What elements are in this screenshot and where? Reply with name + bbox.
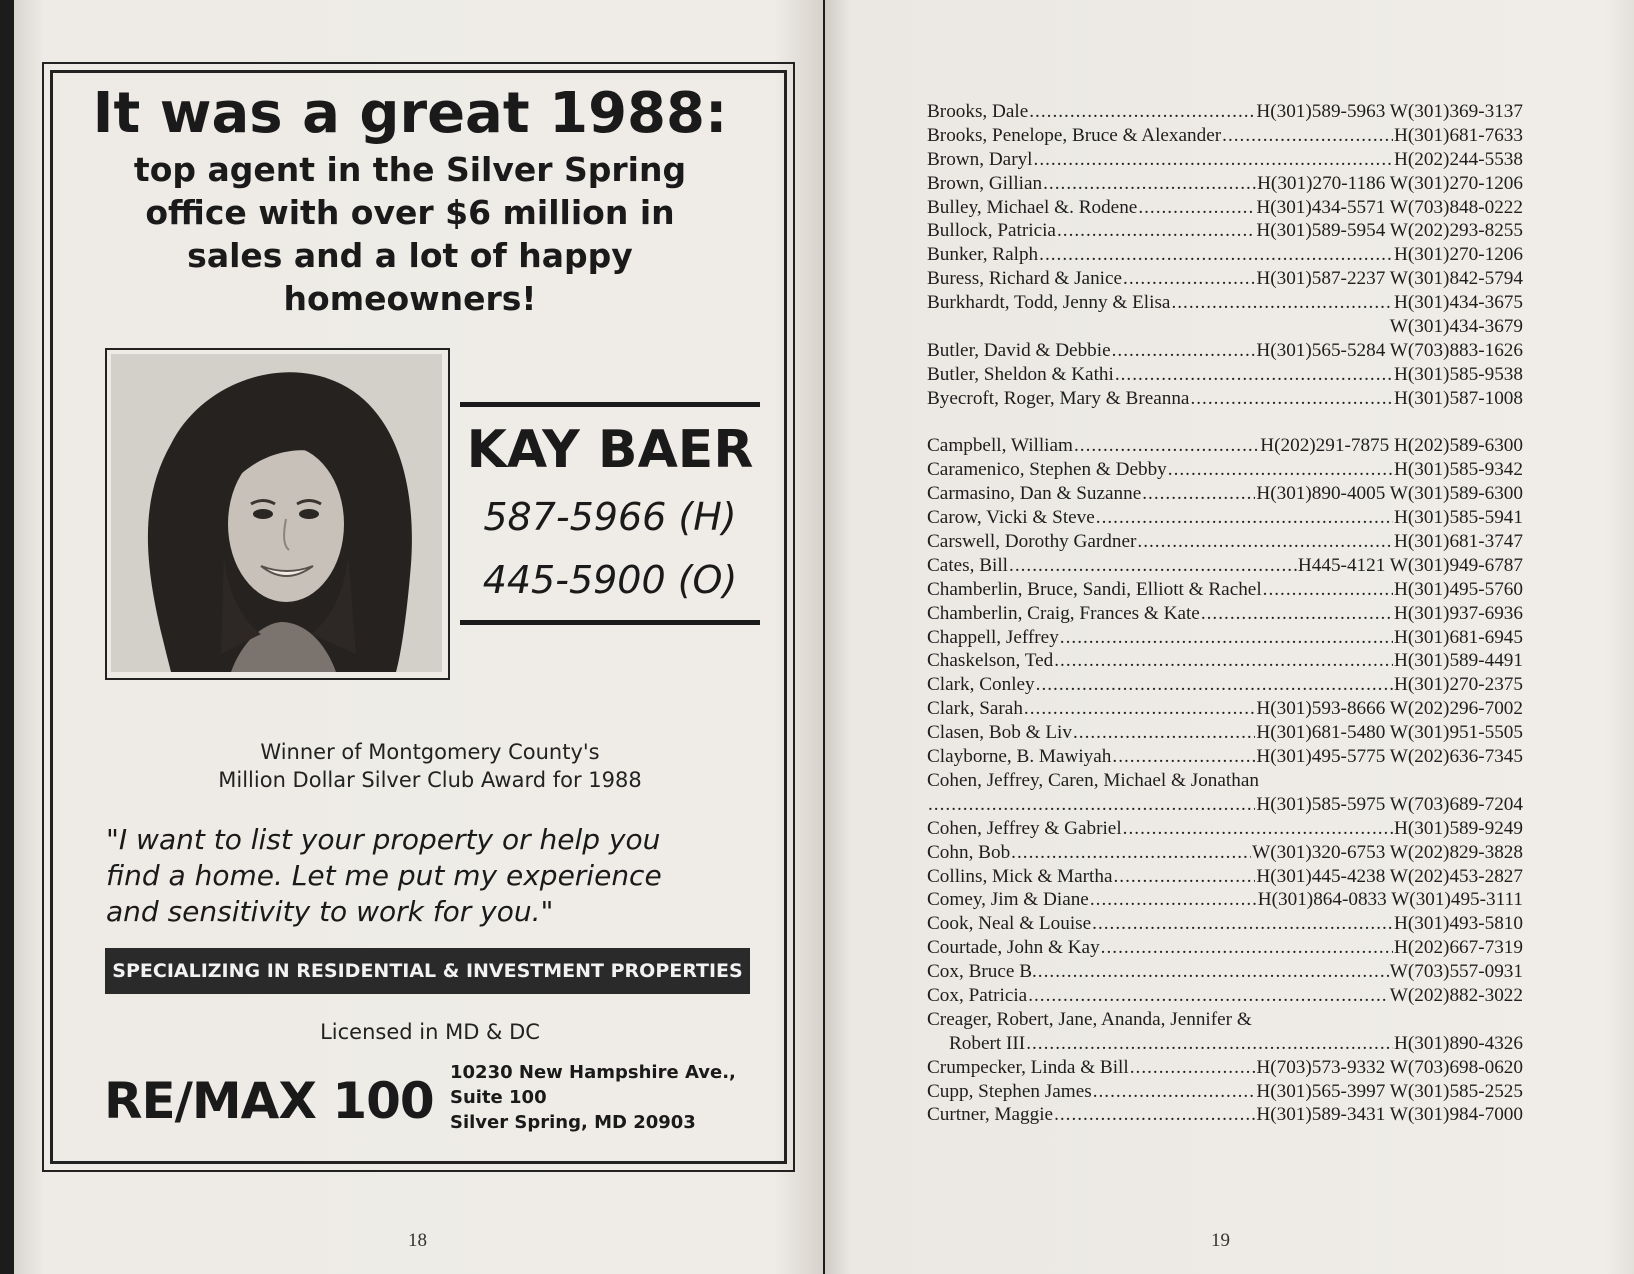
- award-line: Winner of Montgomery County's: [260, 740, 600, 764]
- entry-phones: H(301)587-1008: [1394, 387, 1523, 409]
- entry-name: Caramenico, Stephen & Debby: [927, 459, 1167, 481]
- quote-line: and sensitivity to work for you.": [106, 895, 554, 928]
- entry-name: Cohen, Jeffrey & Gabriel: [927, 817, 1122, 839]
- directory-entry: [927, 649, 1523, 673]
- portrait-illustration: [111, 354, 442, 672]
- dot-leader: [1142, 482, 1255, 506]
- directory-entry: [927, 984, 1523, 1008]
- directory-entry: [927, 1103, 1523, 1127]
- headline-line: office with over $6 million in: [145, 193, 675, 232]
- entry-phones: H(301)270-2375: [1394, 674, 1523, 696]
- headline-line: sales and a lot of happy: [187, 236, 633, 275]
- dot-leader: [1222, 124, 1393, 148]
- directory-entry: [927, 124, 1523, 148]
- entry-name: Chamberlin, Craig, Frances & Kate: [927, 602, 1200, 624]
- entry-name: Buress, Richard & Janice: [927, 268, 1123, 290]
- entry-phones: H(301)565-5284 W(703)883-1626: [1256, 339, 1523, 361]
- entry-phones: H(301)890-4326: [1394, 1032, 1523, 1054]
- entry-phones: H(202)291-7875 H(202)589-6300: [1260, 435, 1523, 457]
- directory-entry: [927, 602, 1523, 626]
- entry-name: Cook, Neal & Louise: [927, 913, 1092, 935]
- entry-phones: H(301)587-2237 W(301)842-5794: [1256, 268, 1523, 290]
- entry-phones: H(301)890-4005 W(301)589-6300: [1256, 483, 1523, 505]
- entry-name: Carow, Vicki & Steve: [927, 507, 1095, 529]
- dot-leader: [1057, 219, 1255, 243]
- dot-leader: [1060, 626, 1393, 650]
- award-text: [120, 738, 740, 794]
- directory-entry: [927, 458, 1523, 482]
- entry-name: Brown, Gillian: [927, 172, 1043, 194]
- entry-phones: H445-4121 W(301)949-6787: [1297, 554, 1523, 576]
- entry-name: Chappell, Jeffrey: [927, 626, 1059, 648]
- entry-name: Campbell, William: [927, 435, 1073, 457]
- dot-leader: [1168, 458, 1393, 482]
- entry-name: Cox, Bruce B.: [927, 961, 1037, 983]
- dot-leader: [1112, 339, 1256, 363]
- entry-name: Robert III: [949, 1032, 1026, 1054]
- dot-leader: [1028, 984, 1389, 1008]
- directory-entry: [927, 482, 1523, 506]
- directory-entry: [927, 172, 1523, 196]
- entry-phones: W(202)882-3022: [1389, 984, 1523, 1006]
- directory-entry: [927, 291, 1523, 315]
- dot-leader: [1039, 243, 1393, 267]
- page-number-left: 18: [408, 1230, 427, 1251]
- directory-entry: [927, 100, 1523, 124]
- entry-phones: H(301)585-5975 W(703)689-7204: [1256, 793, 1523, 815]
- entry-phones: H(301)495-5775 W(202)636-7345: [1256, 746, 1523, 768]
- entry-phones: H(703)573-9332 W(703)698-0620: [1256, 1056, 1523, 1078]
- dot-leader: [1115, 363, 1393, 387]
- dot-leader: [1201, 602, 1393, 626]
- award-line: Million Dollar Silver Club Award for 1988: [218, 768, 642, 792]
- entry-phones: H(301)585-9342: [1394, 459, 1523, 481]
- entry-phones: H(202)667-7319: [1394, 937, 1523, 959]
- directory-entry: [927, 148, 1523, 172]
- directory-entry: [927, 673, 1523, 697]
- entry-phones: H(301)937-6936: [1394, 602, 1523, 624]
- directory-entry: [927, 578, 1523, 602]
- entry-name: Courtade, John & Kay: [927, 937, 1100, 959]
- entry-name: Clark, Conley: [927, 674, 1035, 696]
- entry-name: Cohn, Bob: [927, 841, 1011, 863]
- specialty-banner: SPECIALIZING IN RESIDENTIAL & INVESTMENT PROPERTIES: [105, 948, 750, 994]
- entry-name: Carmasino, Dan & Suzanne: [927, 483, 1142, 505]
- entry-name: Cates, Bill: [927, 554, 1009, 576]
- entry-phones: H(301)864-0833 W(301)495-3111: [1257, 889, 1523, 911]
- directory-entry: [927, 219, 1523, 243]
- dot-leader: [1101, 936, 1393, 960]
- directory-listing: [927, 100, 1523, 1127]
- entry-name: Chamberlin, Bruce, Sandi, Elliott & Rachel: [927, 578, 1262, 600]
- dot-leader: [1093, 1080, 1256, 1104]
- directory-entry: [927, 936, 1523, 960]
- agent-portrait: [111, 354, 442, 672]
- license-text: Licensed in MD & DC: [320, 1020, 540, 1044]
- entry-name: Curtner, Maggie: [927, 1104, 1054, 1126]
- directory-entry: [927, 697, 1523, 721]
- dot-leader: [1090, 888, 1257, 912]
- entry-phones: H(301)565-3997 W(301)585-2525: [1256, 1080, 1523, 1102]
- directory-entry: [927, 841, 1523, 865]
- brokerage-logo: RE/MAX 100: [104, 1072, 434, 1130]
- agent-quote: [106, 822, 786, 930]
- entry-name: Brown, Daryl: [927, 148, 1033, 170]
- ad-headline: [60, 80, 760, 320]
- entry-phones: W(301)434-3679: [1389, 316, 1523, 338]
- quote-line: find a home. Let me put my experience: [106, 859, 662, 892]
- dot-leader: [1034, 148, 1394, 172]
- address-line: Suite 100: [450, 1087, 547, 1108]
- entry-phones: W(703)557-0931: [1389, 961, 1523, 983]
- entry-name: Butler, David & Debbie: [927, 339, 1111, 361]
- directory-entry: [927, 267, 1523, 291]
- entry-name: Comey, Jim & Diane: [927, 889, 1089, 911]
- dot-leader: [1054, 649, 1393, 673]
- directory-entry: [927, 387, 1523, 411]
- entry-name: Cohen, Jeffrey, Caren, Michael & Jonathan: [927, 769, 1259, 791]
- directory-entry: [927, 769, 1523, 793]
- top-rule: [460, 402, 760, 407]
- entry-phones: W(301)320-6753 W(202)829-3828: [1252, 841, 1523, 863]
- entry-name: Carswell, Dorothy Gardner: [927, 531, 1137, 553]
- directory-entry: [927, 506, 1523, 530]
- entry-phones: H(301)681-6945: [1394, 626, 1523, 648]
- entry-phones: H(202)244-5538: [1394, 148, 1523, 170]
- dot-leader: [1043, 172, 1256, 196]
- entry-phones: H(301)681-5480 W(301)951-5505: [1256, 722, 1523, 744]
- dot-leader: [1130, 1056, 1256, 1080]
- directory-entry: [927, 315, 1523, 339]
- directory-entry: [927, 912, 1523, 936]
- directory-entry: [927, 817, 1523, 841]
- entry-name: Collins, Mick & Martha: [927, 865, 1113, 887]
- directory-entry: [927, 339, 1523, 363]
- entry-phones: H(301)434-5571 W(703)848-0222: [1256, 196, 1523, 218]
- entry-phones: H(301)589-4491: [1394, 650, 1523, 672]
- entry-name: Brooks, Penelope, Bruce & Alexander: [927, 124, 1222, 146]
- agent-name: KAY BAER: [466, 420, 754, 480]
- entry-name: Crumpecker, Linda & Bill: [927, 1056, 1129, 1078]
- quote-line: "I want to list your property or help you: [106, 823, 661, 856]
- entry-name: Clark, Sarah: [927, 698, 1023, 720]
- dot-leader: [1092, 912, 1393, 936]
- entry-phones: H(301)589-5954 W(202)293-8255: [1256, 220, 1523, 242]
- dot-leader: [1009, 554, 1297, 578]
- dot-leader: [928, 793, 1255, 817]
- dot-leader: [1112, 745, 1255, 769]
- section-gap: [927, 411, 1523, 435]
- entry-phones: H(301)434-3675: [1394, 292, 1523, 314]
- entry-phones: H(301)681-3747: [1394, 531, 1523, 553]
- entry-phones: H(301)585-5941: [1394, 507, 1523, 529]
- entry-phones: H(301)593-8666 W(202)296-7002: [1256, 698, 1523, 720]
- dot-leader: [1171, 291, 1393, 315]
- entry-name: Bunker, Ralph: [927, 244, 1039, 266]
- directory-entry: [927, 1080, 1523, 1104]
- directory-entry: [927, 434, 1523, 458]
- bottom-rule: [460, 620, 760, 625]
- agent-phone-office: 445-5900 (O): [482, 558, 738, 602]
- entry-phones: H(301)270-1206: [1394, 244, 1523, 266]
- directory-entry: [927, 243, 1523, 267]
- dot-leader: [1036, 673, 1393, 697]
- directory-entry: [927, 1056, 1523, 1080]
- directory-entry: [927, 554, 1523, 578]
- directory-entry: [927, 865, 1523, 889]
- dot-leader: [1038, 960, 1389, 984]
- headline-title: It was a great 1988:: [92, 81, 728, 146]
- directory-entry: [927, 1032, 1523, 1056]
- directory-entry: [927, 793, 1523, 817]
- headline-line: top agent in the Silver Spring: [133, 150, 687, 189]
- dot-leader: [1029, 100, 1255, 124]
- directory-entry: [927, 960, 1523, 984]
- entry-phones: H(301)681-7633: [1394, 124, 1523, 146]
- entry-name: Bullock, Patricia: [927, 220, 1056, 242]
- dot-leader: [1123, 267, 1255, 291]
- entry-name: Chaskelson, Ted: [927, 650, 1054, 672]
- directory-entry: [927, 888, 1523, 912]
- entry-phones: H(301)589-5963 W(301)369-3137: [1256, 101, 1523, 122]
- dot-leader: [1137, 530, 1393, 554]
- office-address: [450, 1060, 780, 1135]
- entry-phones: H(301)493-5810: [1394, 913, 1523, 935]
- directory-entry: [927, 721, 1523, 745]
- dot-leader: [1123, 817, 1393, 841]
- address-line: 10230 New Hampshire Ave.,: [450, 1062, 736, 1083]
- dot-leader: [1190, 387, 1393, 411]
- page-number-right: 19: [1211, 1230, 1230, 1251]
- dot-leader: [1263, 578, 1393, 602]
- agent-phone-home: 587-5966 (H): [483, 495, 737, 539]
- entry-phones: H(301)589-9249: [1394, 817, 1523, 839]
- dot-leader: [1096, 506, 1393, 530]
- entry-name: Clayborne, B. Mawiyah: [927, 746, 1112, 768]
- entry-phones: H(301)589-3431 W(301)984-7000: [1256, 1104, 1523, 1126]
- entry-name: Cupp, Stephen James: [927, 1080, 1092, 1102]
- entry-name: Creager, Robert, Jane, Ananda, Jennifer &: [927, 1008, 1252, 1030]
- dot-leader: [1073, 721, 1255, 745]
- dot-leader: [1011, 841, 1251, 865]
- directory-entry: [927, 196, 1523, 220]
- dot-leader: [1054, 1103, 1255, 1127]
- entry-name: Butler, Sheldon & Kathi: [927, 363, 1114, 385]
- directory-entry: [927, 745, 1523, 769]
- address-line: Silver Spring, MD 20903: [450, 1112, 696, 1133]
- dot-leader: [1074, 434, 1259, 458]
- entry-name: Clasen, Bob & Liv: [927, 722, 1072, 744]
- headline-line: homeowners!: [283, 279, 537, 318]
- entry-name: Burkhardt, Todd, Jenny & Elisa: [927, 292, 1171, 314]
- entry-phones: H(301)445-4238 W(202)453-2827: [1256, 865, 1523, 887]
- entry-phones: H(301)495-5760: [1394, 578, 1523, 600]
- entry-name: Bulley, Michael &. Rodene: [927, 196, 1138, 218]
- entry-phones: H(301)270-1186 W(301)270-1206: [1257, 172, 1523, 194]
- entry-name: Brooks, Dale: [927, 101, 1029, 122]
- directory-entry: [927, 363, 1523, 387]
- entry-name: Byecroft, Roger, Mary & Breanna: [927, 387, 1190, 409]
- directory-entry: [927, 530, 1523, 554]
- dot-leader: [1113, 865, 1255, 889]
- dot-leader: [1138, 196, 1255, 220]
- directory-entry: [927, 1008, 1523, 1032]
- dot-leader: [1026, 1032, 1393, 1056]
- entry-phones: H(301)585-9538: [1394, 363, 1523, 385]
- dot-leader: [1024, 697, 1255, 721]
- entry-name: Cox, Patricia: [927, 984, 1028, 1006]
- directory-entry: [927, 626, 1523, 650]
